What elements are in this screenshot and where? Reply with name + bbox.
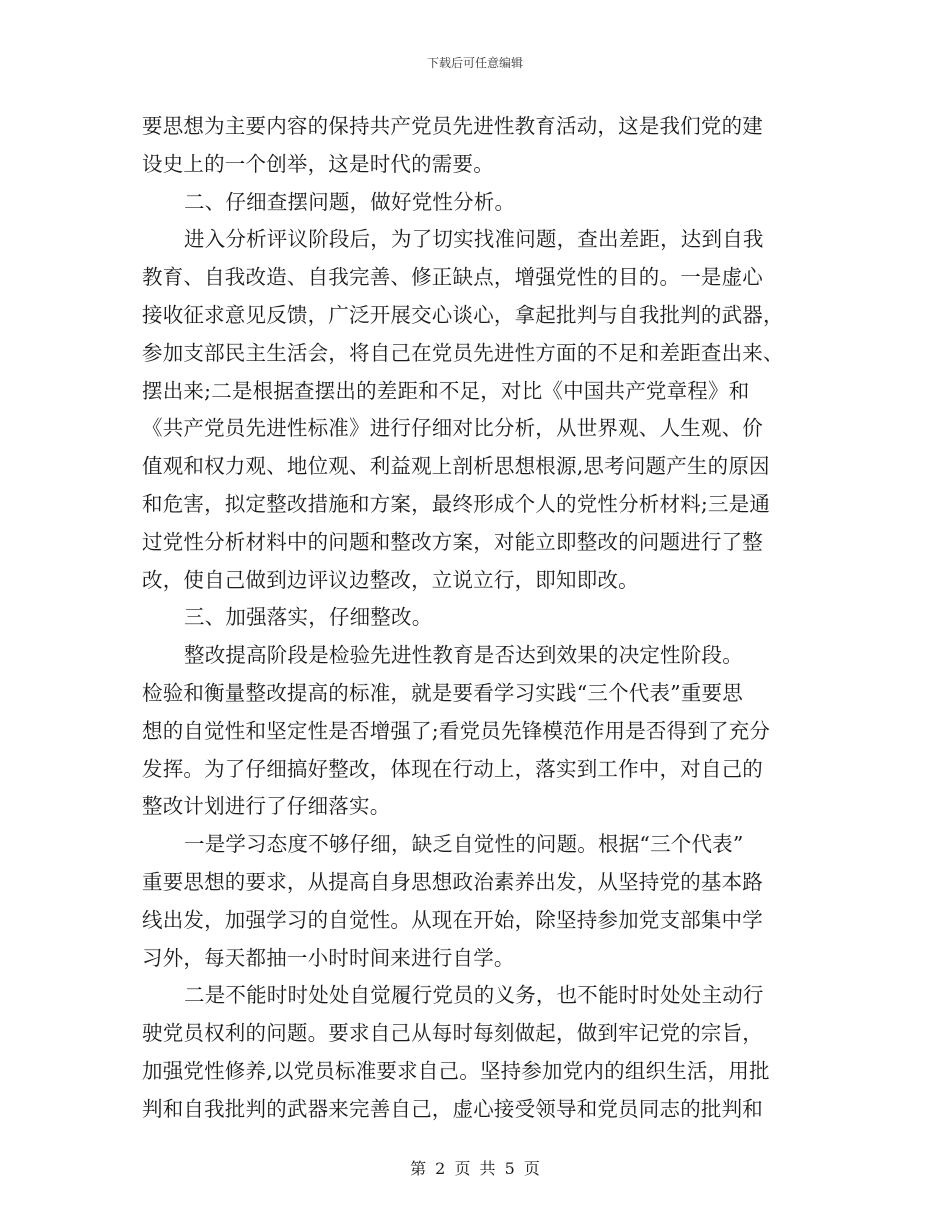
text-line: 接收征求意见反馈，广泛开展交心谈心，拿起批判与自我批判的武器，: [142, 302, 784, 327]
text-line: 一是学习态度不够仔细，缺乏自觉性的问题。根据“三个代表”: [184, 832, 744, 857]
page-number: 第 2 页 共 5 页: [410, 1159, 540, 1178]
text-line: 整改提高阶段是检验先进性教育是否达到效果的决定性阶段。: [184, 643, 743, 668]
text-line: 判和自我批判的武器来完善自己，虚心接受领导和党员同志的批判和: [142, 1096, 763, 1121]
document-body: [142, 108, 802, 1129]
text-line: 过党性分析材料中的问题和整改方案，对能立即整改的问题进行了整: [142, 529, 763, 554]
text-line: 二是不能时时处处自觉履行党员的义务，也不能时时处处主动行: [184, 983, 764, 1008]
text-line: 值观和权力观、地位观、利益观上剖析思想根源,思考问题产生的原因: [142, 454, 770, 479]
text-line: 改，使自己做到边评议边整改，立说立行，即知即改。: [142, 567, 639, 592]
text-line: 发挥。为了仔细搞好整改，体现在行动上，落实到工作中，对自己的: [142, 756, 763, 781]
text-line: 检验和衡量整改提高的标准，就是要看学习实践“三个代表”重要思: [142, 680, 743, 705]
page-header: 下载后可任意编辑: [426, 56, 523, 70]
text-line: 二、仔细查摆问题，做好党性分析。: [184, 189, 516, 214]
text-line: 整改计划进行了仔细落实。: [142, 794, 391, 819]
text-line: 想的自觉性和坚定性是否增强了;看党员先锋模范作用是否得到了充分: [142, 718, 771, 743]
text-line: 进入分析评议阶段后，为了切实找准问题，查出差距，达到自我: [184, 227, 764, 252]
text-line: 重要思想的要求，从提高自身思想政治素养出发，从坚持党的基本路: [142, 869, 763, 894]
text-line: 要思想为主要内容的保持共产党员先进性教育活动，这是我们党的建: [142, 114, 763, 138]
text-line: 线出发，加强学习的自觉性。从现在开始，除坚持参加党支部集中学: [142, 907, 763, 932]
text-line: 三、加强落实，仔细整改。: [184, 605, 433, 630]
text-line: 《共产党员先进性标准》进行仔细对比分析，从世界观、人生观、价: [142, 416, 763, 441]
text-line: 习外，每天都抽一小时时间来进行自学。: [142, 945, 515, 970]
text-line: 摆出来;二是根据查摆出的差距和不足，对比《中国共产党章程》和: [142, 378, 750, 403]
text-line: 参加支部民主生活会，将自己在党员先进性方面的不足和差距查出来、: [142, 340, 784, 365]
text-line: 教育、自我改造、自我完善、修正缺点，增强党性的目的。一是虚心: [142, 265, 763, 290]
text-line: 加强党性修养,以党员标准要求自己。坚持参加党内的组织生活，用批: [142, 1058, 770, 1083]
text-line: 驶党员权利的问题。要求自己从每时每刻做起，做到牢记党的宗旨，: [142, 1021, 763, 1046]
text-line: 设史上的一个创举，这是时代的需要。: [142, 151, 494, 176]
text-line: 和危害，拟定整改措施和方案，最终形成个人的党性分析材料;三是通: [142, 491, 771, 516]
